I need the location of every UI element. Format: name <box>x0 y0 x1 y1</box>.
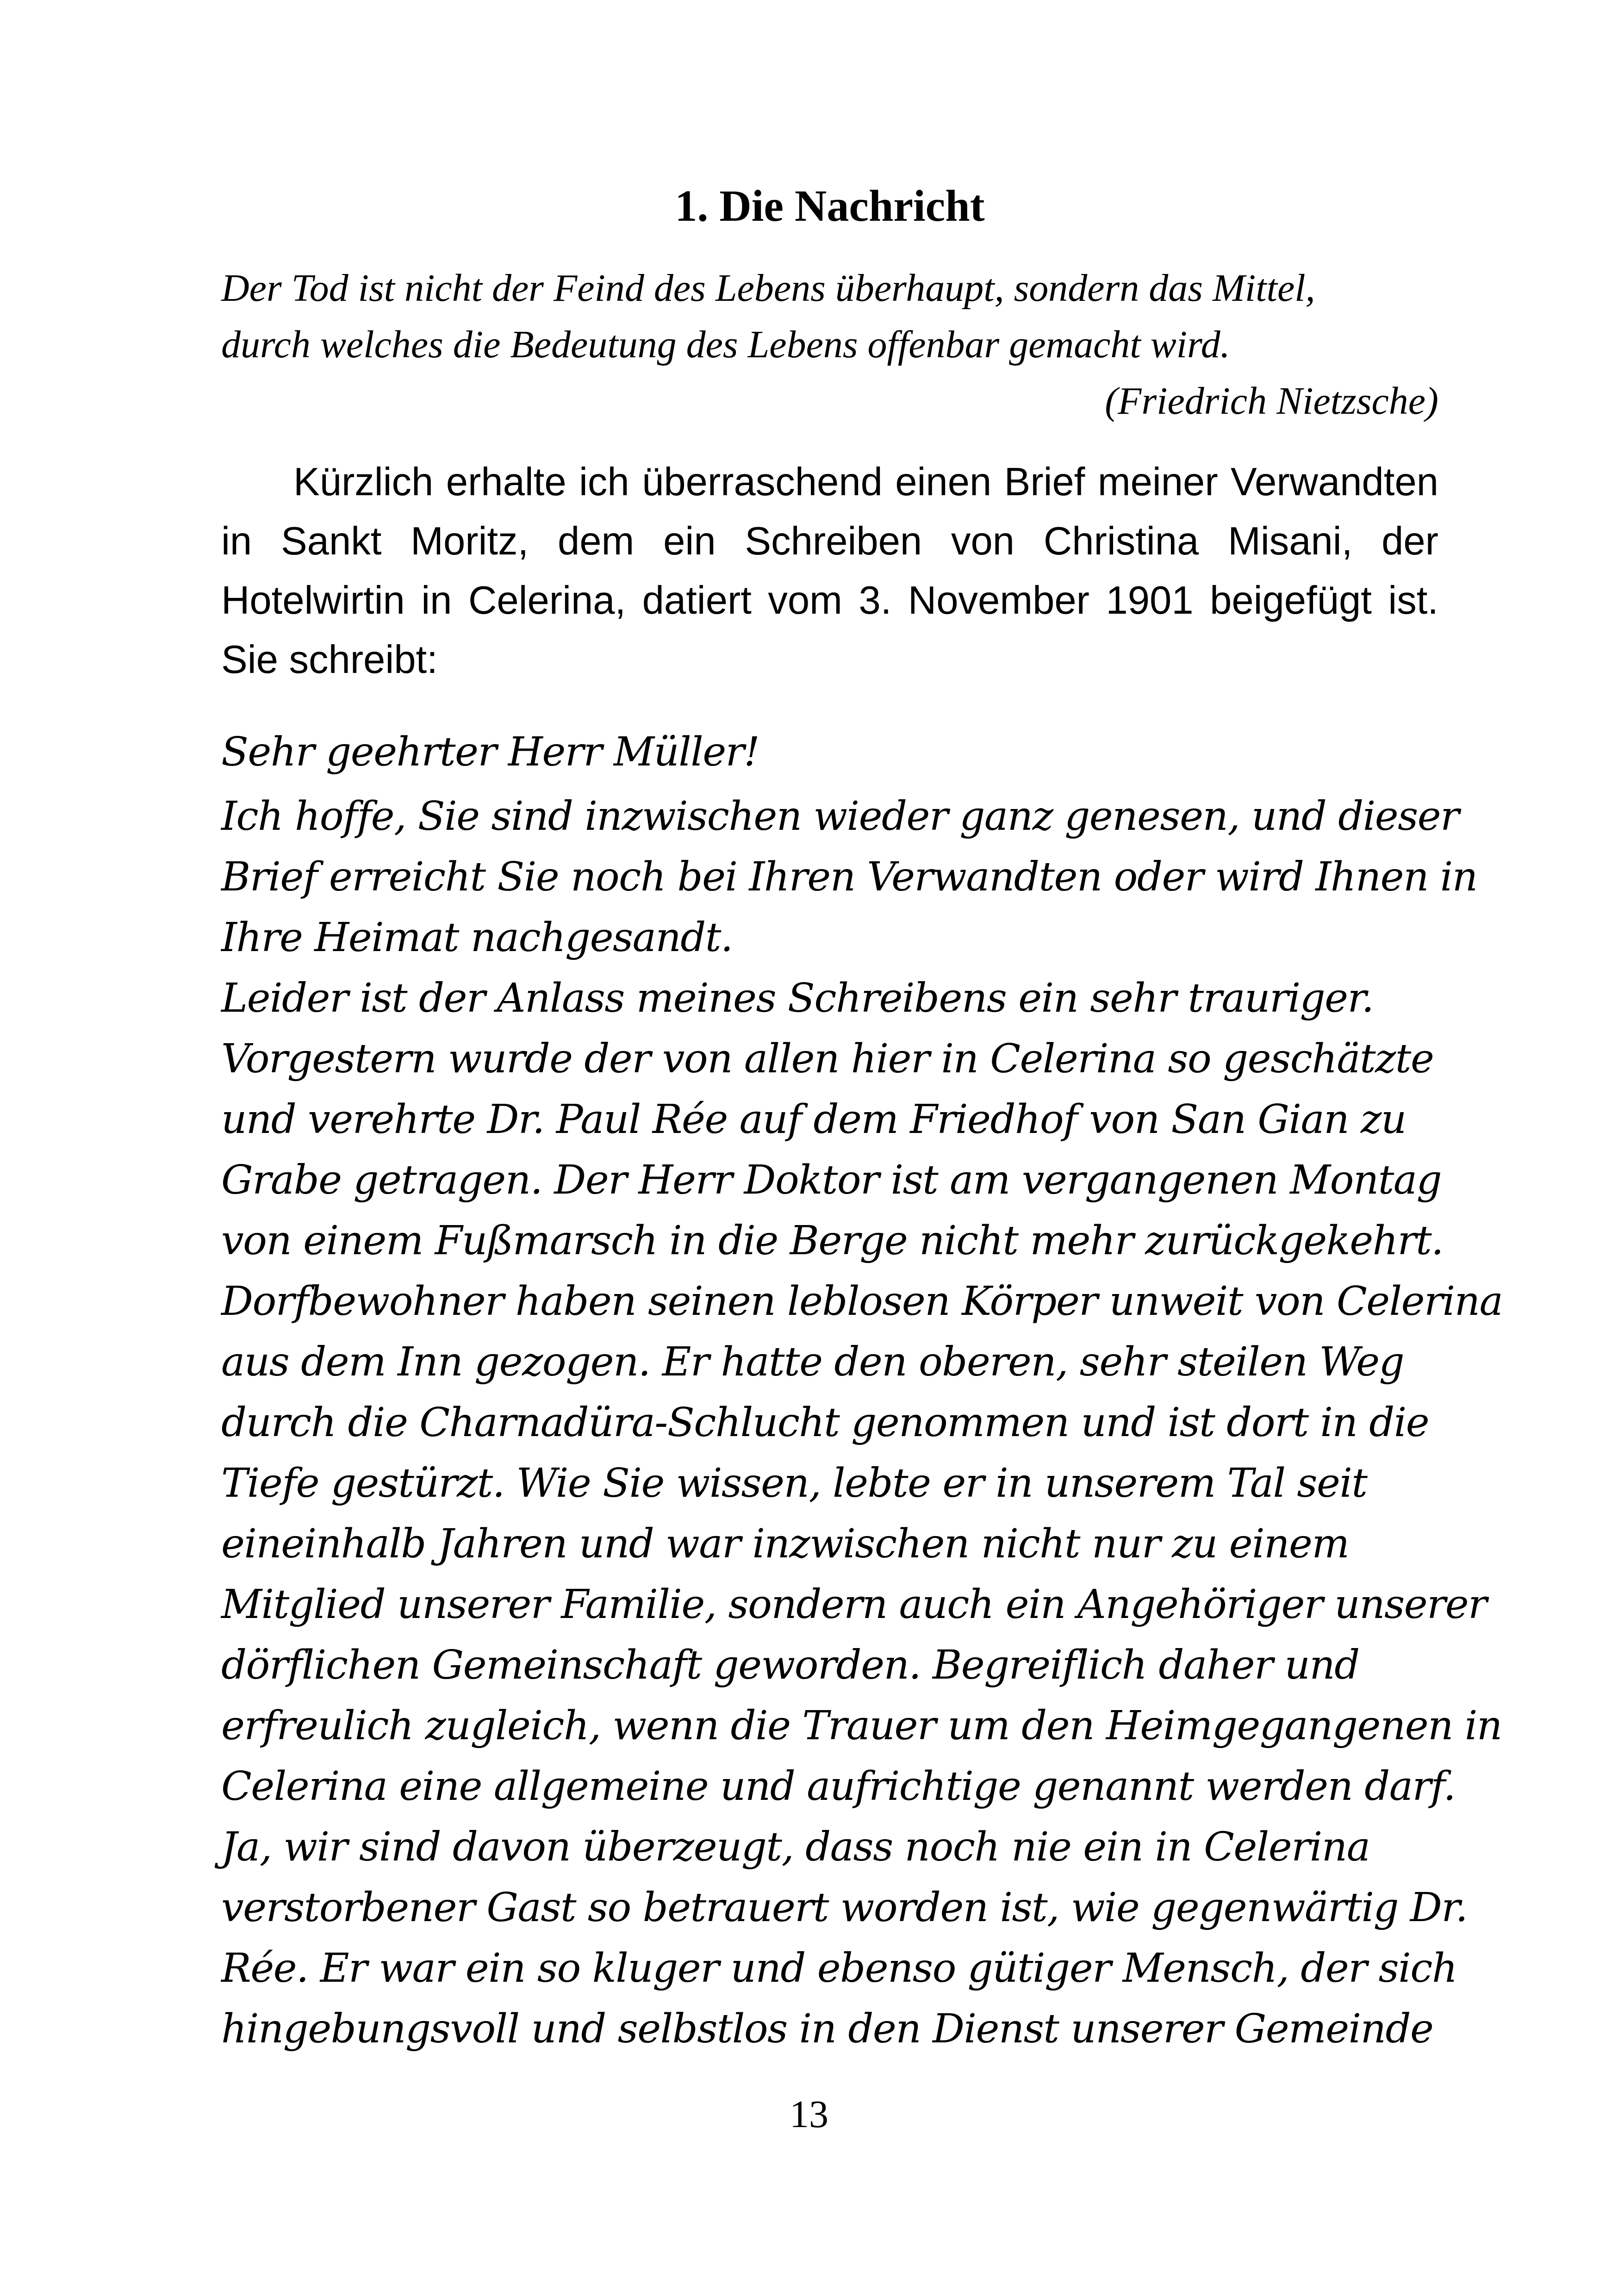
epigraph-line: Der Tod ist nicht der Feind des Lebens überhaupt, sondern das Mittel, <box>221 267 1315 310</box>
letter-line: dörflichen Gemeinschaft geworden. Begreiflich daher und <box>221 1642 1359 1688</box>
letter-line: Ihre Heimat nachgesandt. <box>221 915 733 961</box>
letter-line: Brief erreicht Sie noch bei Ihren Verwandten oder wird Ihnen in <box>221 854 1477 900</box>
letter-salutation: Sehr geehrter Herr Müller! <box>221 729 759 775</box>
letter-line: und verehrte Dr. Paul Rée auf dem Friedhof von San Gian zu <box>221 1096 1406 1143</box>
letter-line: Vorgestern wurde der von allen hier in Celerina so geschätzte <box>221 1036 1434 1082</box>
letter-line: von einem Fußmarsch in die Berge nicht mehr zurückgekehrt. <box>221 1218 1444 1264</box>
epigraph-author: (Friedrich Nietzsche) <box>1105 380 1438 423</box>
letter-line: durch die Charnadüra-Schlucht genommen und ist dort in die <box>221 1400 1429 1446</box>
letter-line: Leider ist der Anlass meines Schreibens ein sehr trauriger. <box>221 975 1374 1021</box>
letter-line: eineinhalb Jahren und war inzwischen nicht nur zu einem <box>221 1521 1349 1567</box>
letter-line: Mitglied unserer Familie, sondern auch ein Angehöriger unserer <box>221 1581 1487 1628</box>
letter-line: Ja, wir sind davon überzeugt, dass noch nie ein in Celerina <box>221 1824 1370 1870</box>
handwritten-letter <box>221 722 1503 2060</box>
letter-line: Tiefe gestürzt. Wie Sie wissen, lebte er in unserem Tal seit <box>221 1460 1367 1506</box>
page-number: 13 <box>790 2093 828 2136</box>
letter-line: Rée. Er war ein so kluger und ebenso gütiger Mensch, der sich <box>221 1945 1457 1991</box>
letter-line: Grabe getragen. Der Herr Doktor ist am vergangenen Montag <box>221 1157 1442 1203</box>
letter-line: Celerina eine allgemeine und aufrichtige genannt werden darf. <box>221 1763 1456 1810</box>
letter-line: Ich hoffe, Sie sind inzwischen wieder ganz genesen, und dieser <box>221 793 1459 840</box>
letter-line: verstorbener Gast so betrauert worden ist, wie gegenwärtig Dr. <box>221 1885 1468 1931</box>
intro-paragraph: Kürzlich erhalte ich überraschend einen Brief meiner Verwandten in Sankt Moritz, dem ein Schreiben von Christina Misani, der Hotelwirtin in Celerina, datiert vom 3. November 1901 beigefügt ist. Sie schreibt: <box>221 460 1438 682</box>
letter-line: aus dem Inn gezogen. Er hatte den oberen, sehr steilen Weg <box>221 1339 1404 1385</box>
chapter-title: 1. Die Nachricht <box>675 181 985 230</box>
letter-body <box>221 786 1503 2060</box>
book-page <box>221 176 1503 2060</box>
epigraph-line: durch welches die Bedeutung des Lebens offenbar gemacht wird. <box>221 323 1230 366</box>
letter-line: erfreulich zugleich, wenn die Trauer um den Heimgegangenen in <box>221 1703 1502 1749</box>
letter-line: hingebungsvoll und selbstlos in den Dienst unserer Gemeinde <box>221 2006 1433 2052</box>
letter-line: Dorfbewohner haben seinen leblosen Körper unweit von Celerina <box>221 1278 1503 1325</box>
